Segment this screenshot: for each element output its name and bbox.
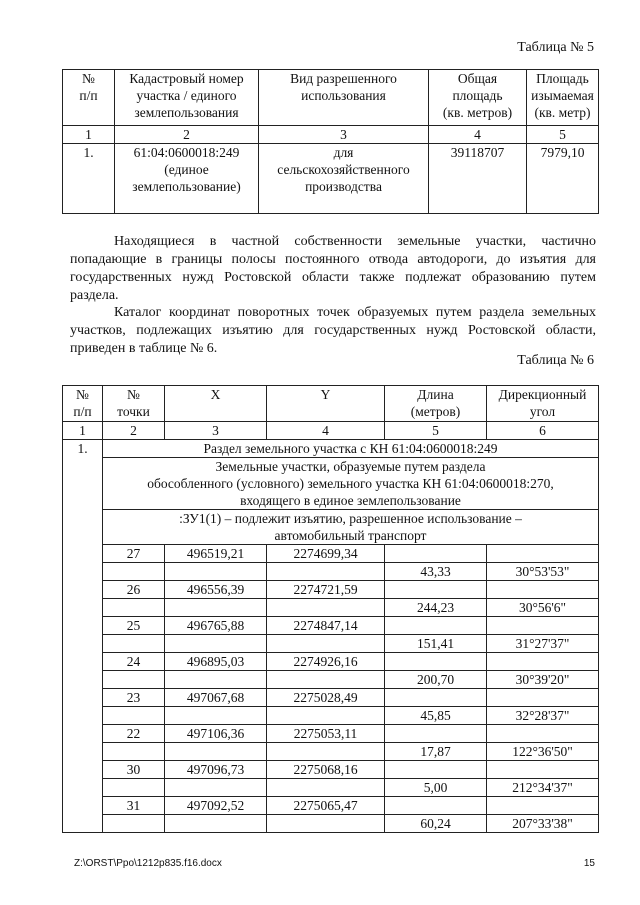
table6-plot-row bbox=[63, 510, 599, 545]
y-coordinate: 2275065,47 bbox=[267, 797, 385, 815]
segment-length: 244,23 bbox=[385, 599, 487, 617]
segment-empty-y bbox=[267, 743, 385, 761]
segment-length: 43,33 bbox=[385, 563, 487, 581]
table6-header-cell: X bbox=[165, 386, 267, 422]
segment-angle: 30°53'53" bbox=[487, 563, 599, 581]
table6-plot-title: :ЗУ1(1) – подлежит изъятию, разрешенное использование – автомобильный транспорт bbox=[103, 510, 599, 545]
table6-index-cell: 2 bbox=[103, 422, 165, 440]
segment-empty-x bbox=[165, 743, 267, 761]
point-number: 23 bbox=[103, 689, 165, 707]
table-row bbox=[63, 725, 599, 743]
y-coordinate: 2274699,34 bbox=[267, 545, 385, 563]
table-row bbox=[63, 707, 599, 725]
paragraph-2: Каталог координат поворотных точек образуемых путем раздела земельных участков, подлежащих изъятию для государственных нужд Ростовской области, приведен в таблице № 6. bbox=[70, 305, 596, 356]
table6-index-cell: 5 bbox=[385, 422, 487, 440]
segment-empty-n bbox=[103, 599, 165, 617]
table6-index-cell: 4 bbox=[267, 422, 385, 440]
table-row bbox=[63, 779, 599, 797]
table-row bbox=[63, 144, 599, 214]
x-coordinate: 496519,21 bbox=[165, 545, 267, 563]
y-coordinate: 2275068,16 bbox=[267, 761, 385, 779]
point-empty-length bbox=[385, 581, 487, 599]
segment-empty-x bbox=[165, 779, 267, 797]
x-coordinate: 497106,36 bbox=[165, 725, 267, 743]
table5-cell: 39118707 bbox=[429, 144, 527, 214]
table5-header-cell: Кадастровый номер участка / единого землепользования bbox=[115, 70, 259, 126]
table6-index-cell: 6 bbox=[487, 422, 599, 440]
point-empty-angle bbox=[487, 617, 599, 635]
point-empty-length bbox=[385, 653, 487, 671]
point-empty-angle bbox=[487, 797, 599, 815]
segment-angle: 212°34'37" bbox=[487, 779, 599, 797]
y-coordinate: 2274926,16 bbox=[267, 653, 385, 671]
segment-empty-x bbox=[165, 599, 267, 617]
segment-length: 5,00 bbox=[385, 779, 487, 797]
segment-empty-n bbox=[103, 563, 165, 581]
table6-header-cell: Y bbox=[267, 386, 385, 422]
segment-angle: 207°33'38" bbox=[487, 815, 599, 833]
table5-header-cell: № п/п bbox=[63, 70, 115, 126]
x-coordinate: 496556,39 bbox=[165, 581, 267, 599]
segment-empty-x bbox=[165, 671, 267, 689]
table5-cell: для сельскохозяйственного производства bbox=[259, 144, 429, 214]
table-row bbox=[63, 797, 599, 815]
point-empty-length bbox=[385, 797, 487, 815]
segment-empty-y bbox=[267, 671, 385, 689]
point-number: 27 bbox=[103, 545, 165, 563]
table-row bbox=[63, 617, 599, 635]
segment-angle: 122°36'50" bbox=[487, 743, 599, 761]
table-row bbox=[63, 761, 599, 779]
segment-empty-y bbox=[267, 599, 385, 617]
table5-index-cell: 1 bbox=[63, 126, 115, 144]
point-empty-angle bbox=[487, 725, 599, 743]
table6-section-title: Раздел земельного участка с КН 61:04:0600018:249 bbox=[103, 440, 599, 458]
table6-subsection-title: Земельные участки, образуемые путем раздела обособленного (условного) земельного участка КН 61:04:0600018:270, входящего в единое землепользование bbox=[103, 458, 599, 510]
segment-empty-x bbox=[165, 635, 267, 653]
table6-subsection-row bbox=[63, 458, 599, 510]
paragraph-1: Находящиеся в частной собственности земельные участки, частично попадающие в границы полосы постоянного отвода автодороги, до изъятия для государственных нужд Ростовской области также подлежат образованию путем раздела. bbox=[70, 234, 596, 303]
point-number: 30 bbox=[103, 761, 165, 779]
point-empty-length bbox=[385, 617, 487, 635]
point-number: 31 bbox=[103, 797, 165, 815]
segment-empty-y bbox=[267, 815, 385, 833]
segment-angle: 31°27'37" bbox=[487, 635, 599, 653]
segment-length: 17,87 bbox=[385, 743, 487, 761]
segment-empty-y bbox=[267, 707, 385, 725]
table5-header-cell: Общая площадь (кв. метров) bbox=[429, 70, 527, 126]
table5-cell: 61:04:0600018:249 (единое землепользование) bbox=[115, 144, 259, 214]
segment-empty-n bbox=[103, 671, 165, 689]
point-empty-length bbox=[385, 761, 487, 779]
table6-header-cell: Дирекционный угол bbox=[487, 386, 599, 422]
table-row bbox=[63, 671, 599, 689]
point-empty-length bbox=[385, 689, 487, 707]
segment-angle: 30°56'6" bbox=[487, 599, 599, 617]
table5-index-cell: 5 bbox=[527, 126, 599, 144]
table5-index-cell: 4 bbox=[429, 126, 527, 144]
segment-length: 45,85 bbox=[385, 707, 487, 725]
segment-empty-n bbox=[103, 635, 165, 653]
table5-index-cell: 3 bbox=[259, 126, 429, 144]
segment-empty-n bbox=[103, 743, 165, 761]
y-coordinate: 2275028,49 bbox=[267, 689, 385, 707]
table6-section-row bbox=[63, 440, 599, 458]
table5-cell: 7979,10 bbox=[527, 144, 599, 214]
point-empty-angle bbox=[487, 581, 599, 599]
segment-empty-y bbox=[267, 563, 385, 581]
table5-header-row bbox=[63, 70, 599, 126]
segment-angle: 32°28'37" bbox=[487, 707, 599, 725]
segment-empty-y bbox=[267, 779, 385, 797]
table-row bbox=[63, 599, 599, 617]
x-coordinate: 496765,88 bbox=[165, 617, 267, 635]
table5-index-row bbox=[63, 126, 599, 144]
point-empty-angle bbox=[487, 653, 599, 671]
segment-empty-y bbox=[267, 635, 385, 653]
table6-header-cell: № п/п bbox=[63, 386, 103, 422]
table6 bbox=[62, 385, 599, 833]
table-row bbox=[63, 635, 599, 653]
x-coordinate: 496895,03 bbox=[165, 653, 267, 671]
point-number: 26 bbox=[103, 581, 165, 599]
table6-header-cell: № точки bbox=[103, 386, 165, 422]
table6-index-cell: 3 bbox=[165, 422, 267, 440]
table5-cell: 1. bbox=[63, 144, 115, 214]
table6-row-number: 1. bbox=[63, 440, 103, 833]
segment-length: 200,70 bbox=[385, 671, 487, 689]
table-row bbox=[63, 653, 599, 671]
segment-empty-x bbox=[165, 815, 267, 833]
footer-file-path: Z:\ORST\Ppo\1212p835.f16.docx bbox=[74, 858, 222, 869]
table6-caption: Таблица № 6 bbox=[517, 353, 594, 368]
table5-header-cell: Площадь изымаемая (кв. метр) bbox=[527, 70, 599, 126]
table6-index-row bbox=[63, 422, 599, 440]
x-coordinate: 497096,73 bbox=[165, 761, 267, 779]
table6-header-cell: Длина (метров) bbox=[385, 386, 487, 422]
table6-index-cell: 1 bbox=[63, 422, 103, 440]
segment-empty-n bbox=[103, 707, 165, 725]
segment-empty-x bbox=[165, 707, 267, 725]
table5-caption: Таблица № 5 bbox=[517, 40, 594, 55]
point-number: 25 bbox=[103, 617, 165, 635]
segment-length: 151,41 bbox=[385, 635, 487, 653]
segment-length: 60,24 bbox=[385, 815, 487, 833]
footer-page-number: 15 bbox=[583, 858, 595, 869]
segment-angle: 30°39'20" bbox=[487, 671, 599, 689]
segment-empty-x bbox=[165, 563, 267, 581]
x-coordinate: 497067,68 bbox=[165, 689, 267, 707]
table-row bbox=[63, 581, 599, 599]
y-coordinate: 2275053,11 bbox=[267, 725, 385, 743]
table-row bbox=[63, 815, 599, 833]
x-coordinate: 497092,52 bbox=[165, 797, 267, 815]
table5 bbox=[62, 69, 599, 214]
y-coordinate: 2274721,59 bbox=[267, 581, 385, 599]
point-empty-angle bbox=[487, 689, 599, 707]
table6-header-row bbox=[63, 386, 599, 422]
segment-empty-n bbox=[103, 779, 165, 797]
point-number: 24 bbox=[103, 653, 165, 671]
table-row bbox=[63, 689, 599, 707]
point-empty-length bbox=[385, 725, 487, 743]
point-empty-angle bbox=[487, 761, 599, 779]
table-row bbox=[63, 743, 599, 761]
y-coordinate: 2274847,14 bbox=[267, 617, 385, 635]
table5-index-cell: 2 bbox=[115, 126, 259, 144]
table-row bbox=[63, 545, 599, 563]
table5-header-cell: Вид разрешенного использования bbox=[259, 70, 429, 126]
point-empty-length bbox=[385, 545, 487, 563]
point-number: 22 bbox=[103, 725, 165, 743]
point-empty-angle bbox=[487, 545, 599, 563]
table-row bbox=[63, 563, 599, 581]
segment-empty-n bbox=[103, 815, 165, 833]
